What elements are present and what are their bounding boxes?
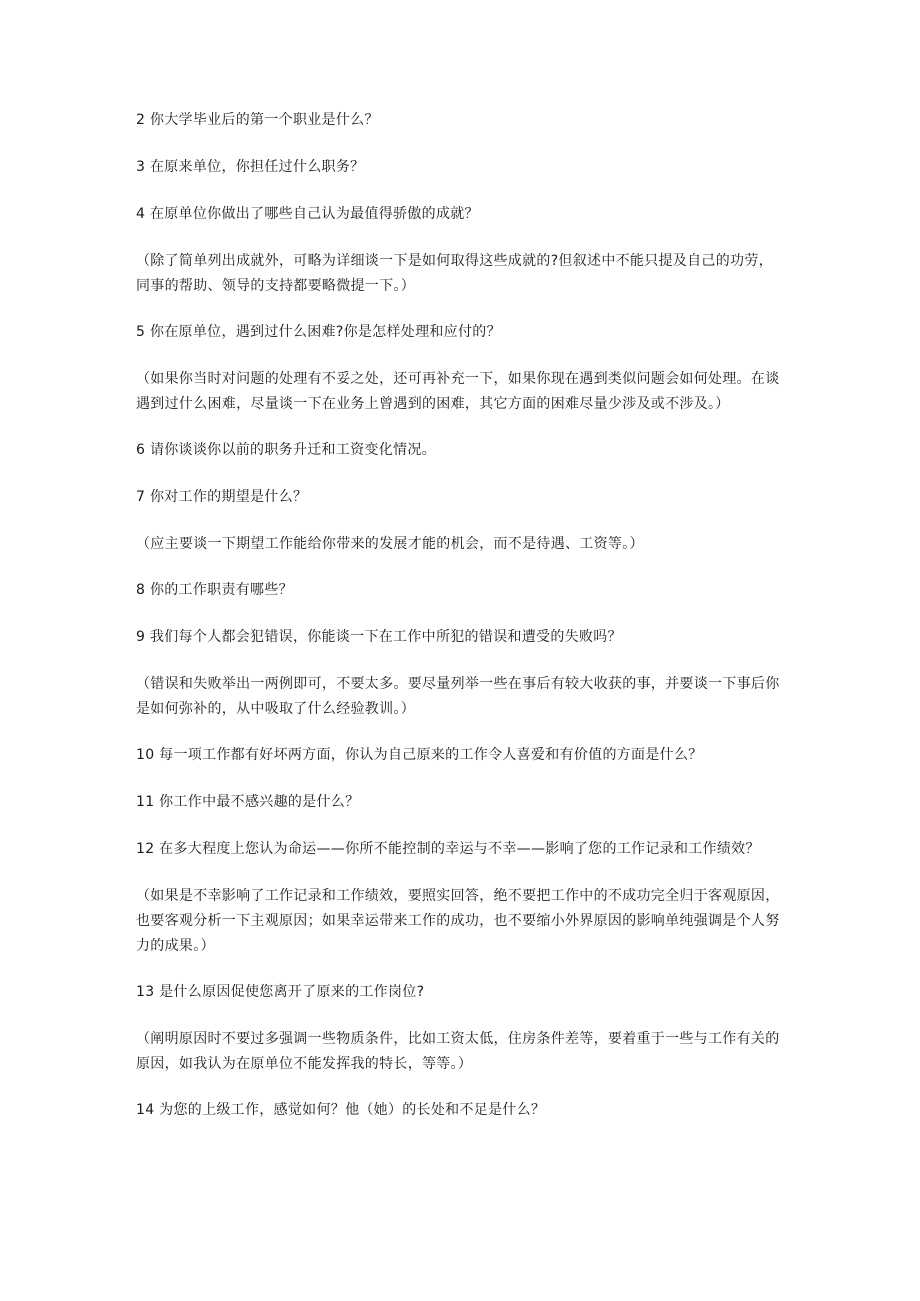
question-13: 13 是什么原因促使您离开了原来的工作岗位?	[136, 984, 425, 1000]
question-5: 5 你在原单位，遇到过什么困难?你是怎样处理和应付的？	[136, 324, 501, 340]
question-6: 6 请你谈谈你以前的职务升迁和工资变化情况。	[136, 442, 436, 458]
note-13: （阐明原因时不要过多强调一些物质条件，比如工资太低，住房条件差等，要着重于一些与工作有关的原因，如我认为在原单位不能发挥我的特长，等等。）	[136, 1031, 780, 1072]
note-12: （如果是不幸影响了工作记录和工作绩效，要照实回答，绝不要把工作中的不成功完全归于客观原因，也要客观分析一下主观原因；如果幸运带来工作的成功，也不要缩小外界原因的影响单纯强调是个人努力的成果。）	[136, 888, 780, 954]
question-2: 2 你大学毕业后的第一个职业是什么？	[136, 112, 379, 128]
note-7: （应主要谈一下期望工作能给你带来的发展才能的机会，而不是待遇、工资等。）	[136, 536, 644, 552]
note-5: （如果你当时对问题的处理有不妥之处，还可再补充一下，如果你现在遇到类似问题会如何处理。在谈遇到过什么困难，尽量谈一下在业务上曾遇到的困难，其它方面的困难尽量少涉及或不涉及。）	[136, 371, 780, 412]
question-8: 8 你的工作职责有哪些？	[136, 582, 293, 598]
question-14: 14 为您的上级工作，感觉如何？他（她）的长处和不足是什么？	[136, 1102, 546, 1118]
document-body	[136, 108, 786, 1145]
question-9: 9 我们每个人都会犯错误，你能谈一下在工作中所犯的错误和遭受的失败吗？	[136, 629, 622, 645]
question-3: 3 在原来单位，你担任过什么职务？	[136, 159, 365, 175]
question-4: 4 在原单位你做出了哪些自己认为最值得骄傲的成就？	[136, 206, 479, 222]
note-4: （除了简单列出成就外，可略为详细谈一下是如何取得这些成就的?但叙述中不能只提及自己的功劳，同事的帮助、领导的支持都要略微提一下。）	[136, 253, 773, 294]
question-10: 10 每一项工作都有好坏两方面，你认为自己原来的工作令人喜爱和有价值的方面是什么？	[136, 747, 703, 763]
question-11: 11 你工作中最不感兴趣的是什么？	[136, 794, 360, 810]
note-9: （错误和失败举出一两例即可，不要太多。要尽量列举一些在事后有较大收获的事，并要谈一下事后你是如何弥补的，从中吸取了什么经验教训。）	[136, 676, 780, 717]
question-12: 12 在多大程度上您认为命运——你所不能控制的幸运与不幸——影响了您的工作记录和工作绩效？	[136, 841, 760, 857]
question-7: 7 你对工作的期望是什么？	[136, 489, 308, 505]
